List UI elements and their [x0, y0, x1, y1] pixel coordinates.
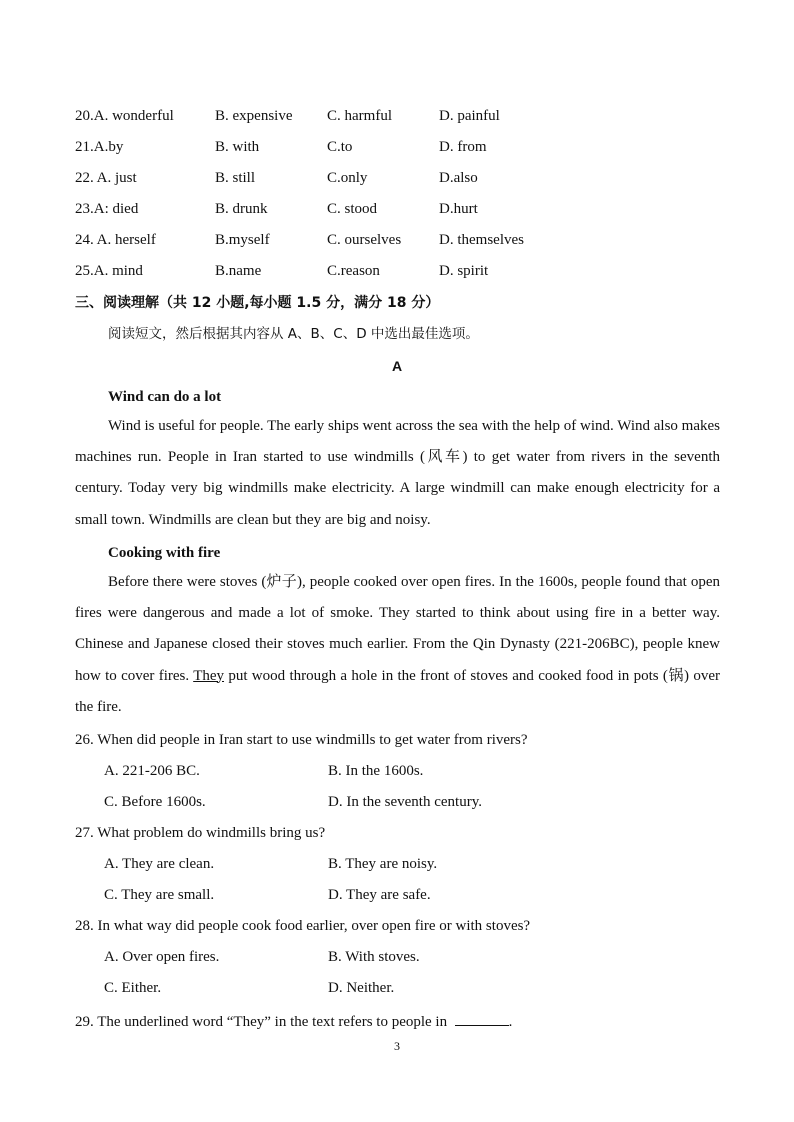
option-c: C.only [327, 170, 368, 186]
passage-paragraph-fire [75, 567, 720, 723]
option-c: C. stood [327, 201, 378, 217]
question-29-stem [75, 1009, 512, 1031]
option-c: C.reason [327, 263, 380, 279]
option-b: B. still [215, 170, 256, 186]
option-b: B. expensive [215, 108, 293, 124]
question-28-option-c: C. Either. [104, 980, 162, 996]
question-28-option-b: B. With stoves. [328, 949, 420, 965]
option-a: 25.A. mind [75, 263, 143, 279]
question-26-option-c: C. Before 1600s. [104, 794, 206, 810]
page-number: 3 [394, 1039, 400, 1053]
option-d: D. spirit [439, 263, 489, 279]
question-26-option-b: B. In the 1600s. [328, 763, 424, 779]
question-27-option-b: B. They are noisy. [328, 856, 438, 872]
option-a: 23.A: died [75, 201, 139, 217]
option-b: B. drunk [215, 201, 268, 217]
question-26-stem: 26. When did people in Iran start to use windmills to get water from rivers? [75, 732, 528, 748]
paragraph-text: put wood through a hole in the front of stoves and cooked food in pots (锅) over the fire. [75, 667, 720, 715]
option-d: D.also [439, 170, 478, 186]
question-27-stem: 27. What problem do windmills bring us? [75, 825, 326, 841]
question-27-option-c: C. They are small. [104, 887, 215, 903]
option-d: D. painful [439, 108, 500, 124]
passage-label: A [391, 358, 403, 374]
option-c: C. harmful [327, 108, 392, 124]
option-d: D.hurt [439, 201, 478, 217]
question-26-option-a: A. 221-206 BC. [104, 763, 200, 779]
option-d: D. from [439, 139, 487, 155]
option-a: 20.A. wonderful [75, 108, 174, 124]
question-28-stem: 28. In what way did people cook food earlier, over open fire or with stoves? [75, 918, 531, 934]
question-27-option-a: A. They are clean. [104, 856, 215, 872]
option-c: C.to [327, 139, 353, 155]
passage-title-wind: Wind can do a lot [108, 389, 222, 405]
option-a: 21.A.by [75, 139, 124, 155]
option-b: B.myself [215, 232, 270, 248]
question-29-end: . [508, 1014, 513, 1030]
section-instruction: 阅读短文，然后根据其内容从 A、B、C、D 中选出最佳选项。 [108, 326, 479, 342]
option-a: 22. A. just [75, 170, 137, 186]
question-28-option-a: A. Over open fires. [104, 949, 220, 965]
question-26-option-d: D. In the seventh century. [328, 794, 482, 810]
question-29-text: 29. The underlined word “They” in the text refers to people in [75, 1014, 448, 1030]
passage-title-fire: Cooking with fire [108, 545, 221, 561]
passage-paragraph-wind: Wind is useful for people. The early ships went across the sea with the help of wind. Wind also makes machines run. People in Iran started to use windmills (风车) to get water from rivers in the seventh century. Today very big windmills make electricity. A large windmill can make enough electricity for a small town. Windmills are clean but they are big and noisy. [75, 418, 720, 528]
question-28-option-d: D. Neither. [328, 980, 395, 996]
section-heading: 三、阅读理解（共 12 小题,每小题 1.5 分，满分 18 分） [75, 295, 440, 311]
option-b: B.name [215, 263, 262, 279]
option-c: C. ourselves [327, 232, 402, 248]
question-27-option-d: D. They are safe. [328, 887, 431, 903]
option-d: D. themselves [439, 232, 524, 248]
paragraph-text: Before there were stoves (炉子), people cooked over open fires. In the 1600s, people found that open fires were dangerous and made a lot of smoke. They started to think about using fire in a better way. Chinese and Japanese closed their stoves much earlier. From the Qin Dynasty (221-206BC), people knew how to cover fires. [75, 574, 720, 684]
answer-blank[interactable] [455, 1009, 509, 1026]
option-b: B. with [215, 139, 260, 155]
option-a: 24. A. herself [75, 232, 156, 248]
underlined-word: They [193, 667, 225, 684]
